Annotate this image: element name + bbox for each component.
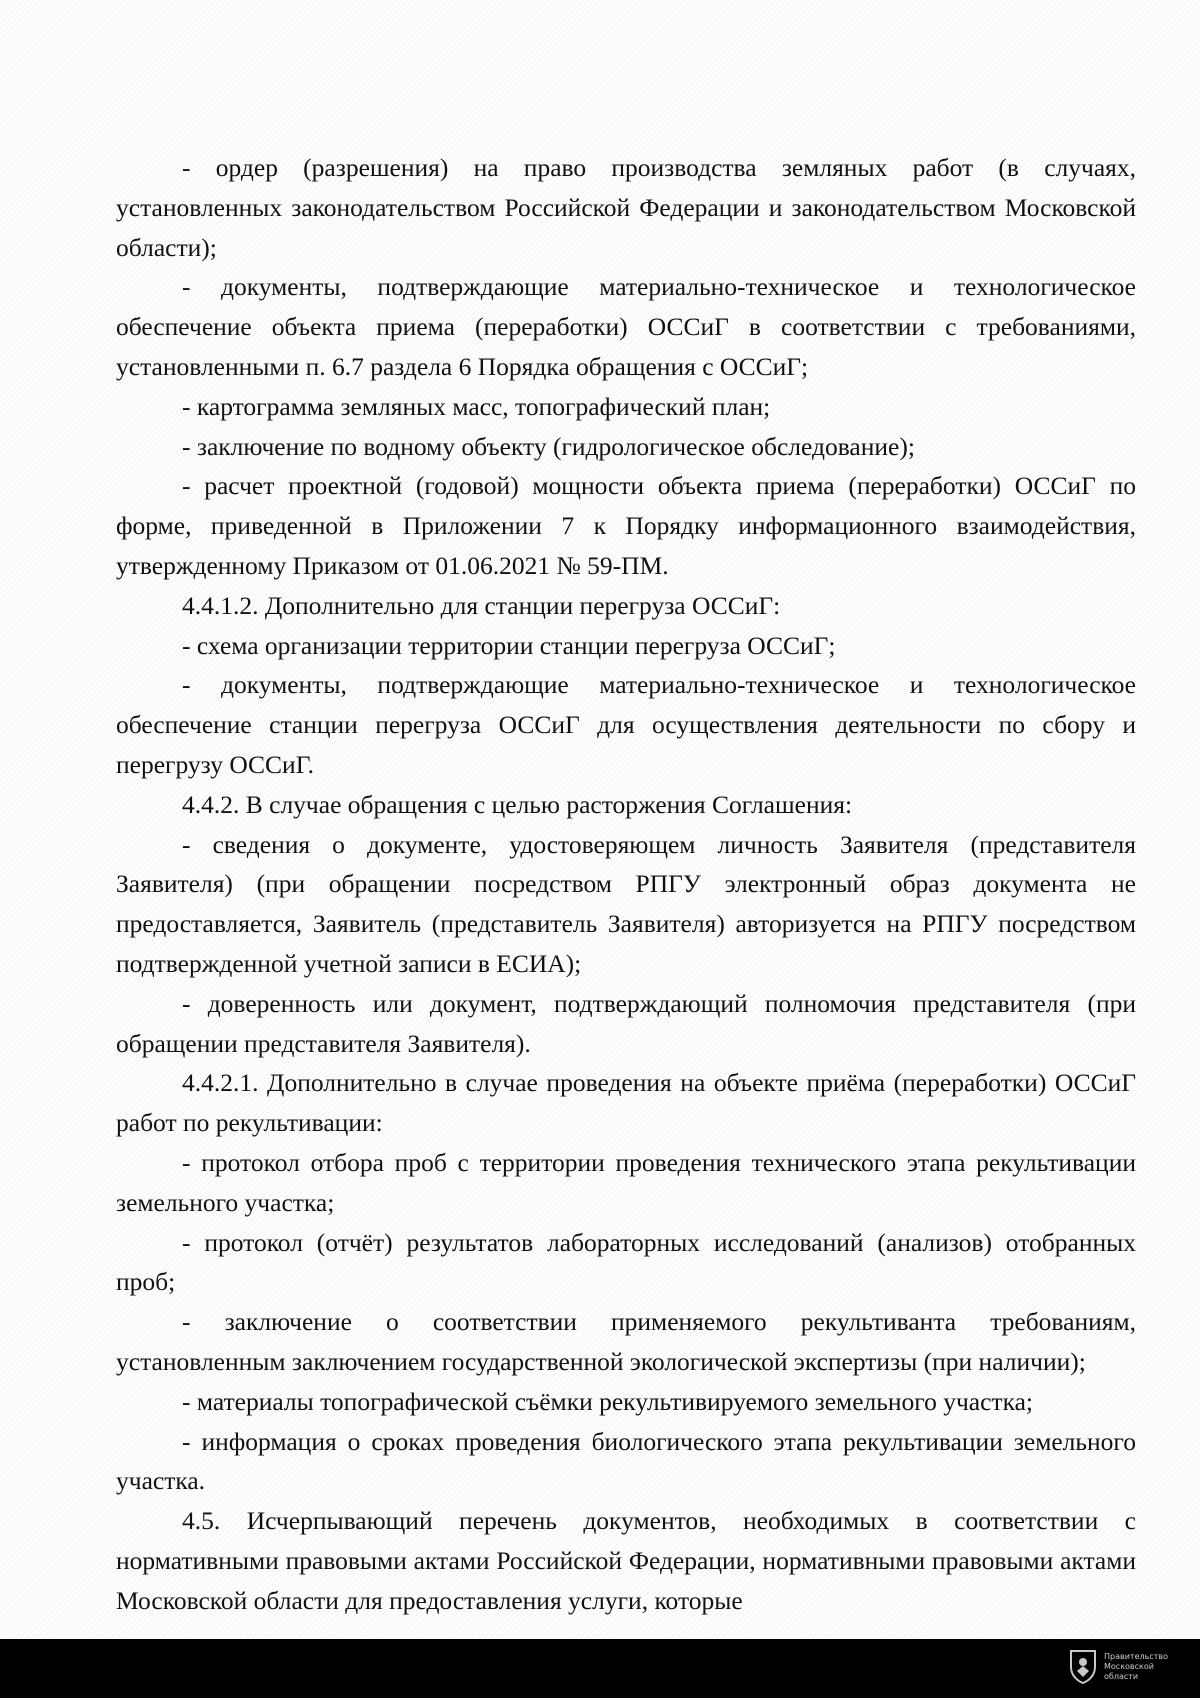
- section-heading: 4.5. Исчерпывающий перечень документов, необходимых в соответствии с нормативными правовыми актами Российской Федерации, нормативными правовыми актами Московской области для предоставления услуги, которые: [116, 1506, 1136, 1615]
- paragraph: - расчет проектной (годовой) мощности объекта приема (переработки) ОССиГ по форме, приведенной в Приложении 7 к Порядку информационного взаимодействия, утвержденному Приказом от 01.06.2021 № 59-ПМ.: [116, 471, 1136, 580]
- section-heading: 4.4.2.1. Дополнительно в случае проведения на объекте приёма (переработки) ОССиГ работ по рекультивации:: [116, 1068, 1136, 1138]
- footer-logo-text: Правительство Московской области: [1104, 1652, 1168, 1681]
- paragraph: - информация о сроках проведения биологического этапа рекультивации земельного участка.: [116, 1426, 1136, 1496]
- paragraph: - заключение о соответствии применяемого рекультиванта требованиям, установленным заключением государственной экологической экспертизы (при наличии);: [116, 1307, 1136, 1376]
- paragraph: - доверенность или документ, подтверждающий полномочия представителя (при обращении представителя Заявителя).: [116, 988, 1136, 1058]
- section-heading: 4.4.1.2. Дополнительно для станции перегруза ОССиГ:: [182, 590, 781, 620]
- footer-logo: [1068, 1649, 1186, 1685]
- paragraph: - материалы топографической съёмки рекультивируемого земельного участка;: [182, 1386, 1033, 1416]
- footer-bar: [0, 1639, 1200, 1698]
- paragraph: - картограмма земляных масс, топографический план;: [182, 391, 771, 421]
- paragraph: - заключение по водному объекту (гидрологическое обследование);: [182, 431, 915, 461]
- paragraph: - ордер (разрешения) на право производства земляных работ (в случаях, установленных законодательством Российской Федерации и законодательством Московской области);: [116, 153, 1136, 262]
- coat-of-arms-icon: [1068, 1649, 1098, 1685]
- paragraph: - сведения о документе, удостоверяющем личность Заявителя (представителя Заявителя) (при обращении посредством РПГУ электронный образ документа не предоставляется, Заявитель (представитель Заявителя) авторизуется на РПГУ посредством подтвержденной учетной записи в ЕСИА);: [116, 829, 1136, 978]
- paragraph: - протокол отбора проб с территории проведения технического этапа рекультивации земельного участка;: [116, 1147, 1136, 1217]
- paragraph: - схема организации территории станции перегруза ОССиГ;: [182, 630, 836, 660]
- paragraph: - протокол (отчёт) результатов лабораторных исследований (анализов) отобранных проб;: [116, 1227, 1136, 1297]
- paragraph: - документы, подтверждающие материально-техническое и технологическое обеспечение станции перегруза ОССиГ для осуществления деятельности по сбору и перегрузу ОССиГ.: [116, 670, 1136, 779]
- paragraph: - документы, подтверждающие материально-техническое и технологическое обеспечение объекта приема (переработки) ОССиГ в соответствии с требованиями, установленными п. 6.7 раздела 6 Порядка обращения с ОССиГ;: [116, 272, 1136, 381]
- document-body: [116, 148, 1136, 1620]
- section-heading: 4.4.2. В случае обращения с целью расторжения Соглашения:: [182, 789, 853, 819]
